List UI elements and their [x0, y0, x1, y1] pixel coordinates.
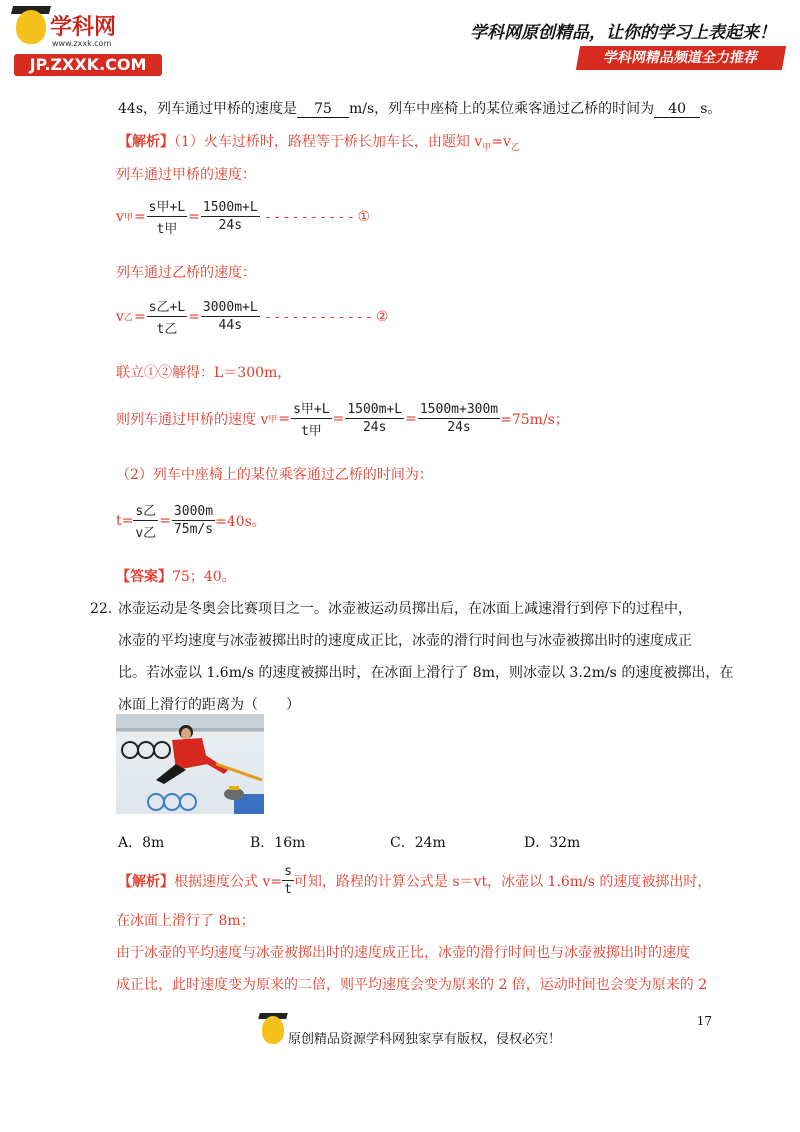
option-a: A．8m	[118, 835, 165, 851]
logo-domain: JP.ZXXK.COM	[14, 54, 162, 76]
eq1-lhs-sub: 甲	[123, 213, 133, 223]
eq4-fraction-2: $\frac{3000m}{75m/s}$	[173, 504, 214, 537]
solution22-line-2: 在冰面上滑行了 8m；	[116, 913, 255, 929]
eq2-lhs-sub: 乙	[123, 313, 133, 323]
eq4-fraction-1: $\frac{\text{s乙}}{\text{v乙}}$	[133, 500, 158, 541]
eq4-lhs: t=	[116, 512, 134, 529]
q22-line-1: 冰壶运动是冬奥会比赛项目之一。冰壶被运动员掷出后，在冰面上减速滑行到停下的过程中，	[118, 601, 692, 617]
speed-jia-title: 列车通过甲桥的速度：	[116, 167, 256, 183]
eq1-fraction-2: $\frac{1500m+L}{24s}$	[202, 200, 258, 233]
equation-4: t= $\frac{\text{s乙}}{\text{v乙}}$ = $\frac{3000m}{75m/s}$ =40s。	[116, 500, 266, 541]
solution22-l1a: 根据速度公式 v=	[174, 873, 283, 890]
eq4-result: =40s。	[215, 513, 266, 530]
answer-line	[116, 566, 236, 586]
option-b: B．16m	[250, 835, 306, 851]
part2-title: （2）列车中座椅上的某位乘客通过乙桥的时间为：	[116, 467, 433, 483]
q22-line-4: 冰面上滑行的距离为（ ）	[118, 697, 300, 713]
equation-1: v 甲 = $\frac{\text{s甲+L}}{\text{t甲}}$ = $\frac{1500m+L}{24s}$ - - - - - - - - - - ①	[116, 196, 370, 237]
solution22-tag: 【解析】	[118, 873, 174, 890]
footer-mascot-icon	[262, 1016, 284, 1044]
combine-result: 联立①②解得：L＝300m，	[116, 365, 292, 381]
answer-text: 75；40。	[172, 569, 236, 585]
answer-tag: 【答案】	[116, 569, 172, 585]
eq1-lhs: v	[116, 208, 124, 225]
mascot-icon	[16, 10, 46, 44]
q22-line-2: 冰壶的平均速度与冰壶被掷出时的速度成正比，冰壶的滑行时间也与冰壶被掷出时的速度成正	[118, 633, 692, 649]
eq-sign: =v	[491, 134, 511, 150]
eq1-fraction-1: $\frac{\text{s甲+L}}{\text{t甲}}$	[147, 196, 187, 237]
q22-line-3: 比。若冰壶以 1.6m/s 的速度被掷出时，在冰面上滑行了 8m，则冰壶以 3.2m/s 的速度被掷出，在	[118, 665, 734, 681]
eq3-prefix: 则列车通过甲桥的速度 v	[116, 411, 269, 428]
q21-suffix: s。	[700, 101, 722, 117]
sub-jia: 甲	[482, 142, 492, 153]
q21-blank-1: 75	[297, 101, 349, 118]
header-slogan: 学科网原创精品，让你的学习上表起来！	[470, 23, 776, 43]
q21-prefix: 44s，列车通过甲桥的速度是	[118, 101, 297, 117]
q21-mid: m/s，列车中座椅上的某位乘客通过乙桥的时间为	[349, 101, 655, 117]
eq2-fraction-2: $\frac{3000m+L}{44s}$	[202, 300, 258, 333]
page-number: 17	[696, 1014, 712, 1028]
header-banner: 学科网精品频道全力推荐	[576, 46, 786, 70]
eq3-fraction-1: $\frac{\text{s甲+L}}{\text{t甲}}$	[291, 398, 331, 439]
eq2-fraction-1: $\frac{\text{s乙+L}}{\text{t乙}}$	[147, 296, 187, 337]
solution22-line-1	[118, 864, 711, 897]
eq3-sub: 甲	[268, 415, 278, 425]
eq3-fraction-2: $\frac{1500m+L}{24s}$	[347, 402, 403, 435]
option-d: D．32m	[524, 835, 581, 851]
eq3-fraction-3: $\frac{1500m+300m}{24s}$	[419, 402, 499, 435]
solution22-l1b: 可知，路程的计算公式是 s＝vt，冰壶以 1.6m/s 的速度被掷出时，	[293, 873, 712, 890]
equation-3: 则列车通过甲桥的速度 v 甲 = $\frac{\text{s甲+L}}{\text{t甲}}$ = $\frac{1500m+L}{24s}$ = $\frac{1500m+300m}{24s}$ =75m/s；	[116, 398, 569, 439]
curling-photo	[116, 714, 264, 814]
eq2-lhs: v	[116, 308, 124, 325]
footer-copyright: 原创精品资源学科网独家享有版权，侵权必究！	[288, 1032, 562, 1047]
solution22-fraction: $\frac{s}{t}$	[284, 864, 292, 897]
q22-number: 22．	[90, 601, 122, 617]
solution22-line-4: 成正比，此时速度变为原来的二倍，则平均速度会变为原来的 2 倍，运动时间也会变为原来的 2	[116, 977, 708, 993]
q21-answer-line	[118, 98, 721, 118]
logo-name: 学科网	[50, 15, 117, 40]
eq2-marker: - - - - - - - - - - - - ②	[265, 308, 389, 325]
solution22-line-3: 由于冰壶的平均速度与冰壶被掷出时的速度成正比，冰壶的滑行时间也与冰壶被掷出时的速度	[116, 945, 690, 961]
analysis-text: （1）火车过桥时，路程等于桥长加车长，由题知 v	[174, 134, 483, 150]
q21-blank-2: 40	[654, 101, 700, 118]
logo-subtitle: www.zxxk.com	[52, 39, 112, 48]
site-logo	[12, 8, 162, 76]
speed-yi-title: 列车通过乙桥的速度：	[116, 265, 256, 281]
eq1-marker: - - - - - - - - - - ①	[265, 208, 371, 225]
option-c: C．24m	[390, 835, 446, 851]
analysis-intro	[118, 131, 520, 153]
analysis-tag: 【解析】	[118, 134, 174, 150]
sub-yi: 乙	[510, 142, 520, 153]
equation-2: v 乙 = $\frac{\text{s乙+L}}{\text{t乙}}$ = $\frac{3000m+L}{44s}$ - - - - - - - - - - - - ②	[116, 296, 388, 337]
eq3-result: =75m/s；	[500, 411, 569, 428]
